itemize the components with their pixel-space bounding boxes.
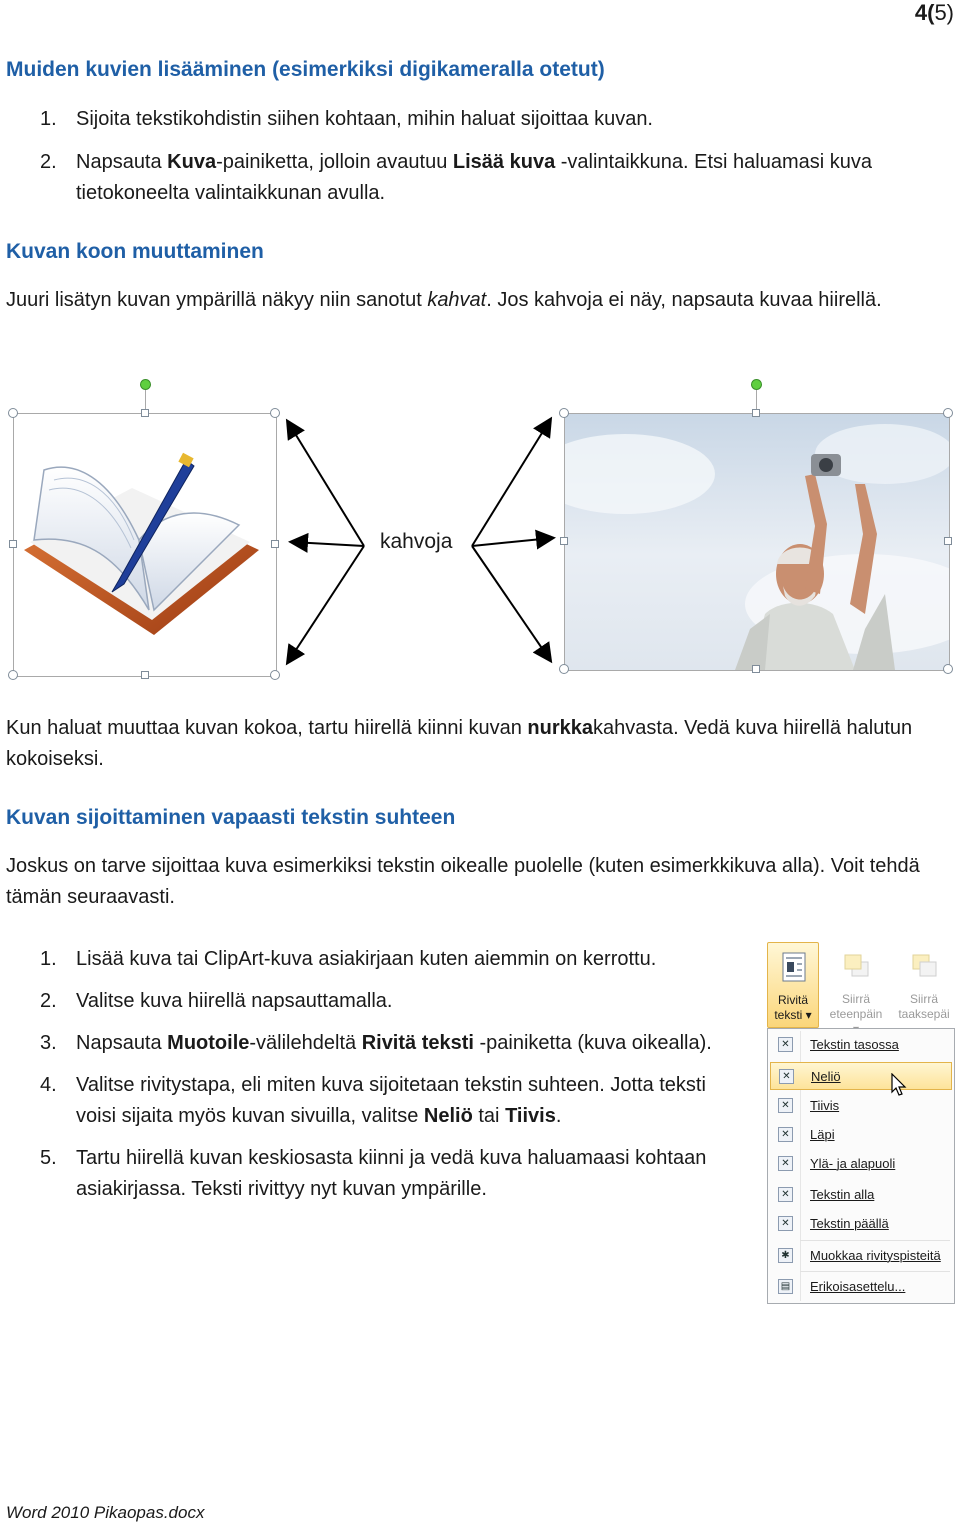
send-backward-button[interactable]: Siirrä taaksepäi xyxy=(893,942,955,1028)
figure-resize-handles xyxy=(0,370,960,690)
menu-item-more-layout-options[interactable]: ▤ Erikoisasettelu... xyxy=(770,1273,952,1301)
pointer-arrows xyxy=(0,370,960,690)
footer-filename: Word 2010 Pikaopas.docx xyxy=(6,1503,205,1522)
section3-intro: Joskus on tarve sijoittaa kuva esimerkiksi tekstin oikealle puolelle (kuten esimerkkikuva alla). Voit tehdä tämän seuraavasti. xyxy=(6,855,920,908)
bring-forward-button[interactable]: Siirrä eteenpäin xyxy=(825,942,887,1028)
bring-forward-icon xyxy=(842,952,872,980)
wrap-square-icon: ✕ xyxy=(779,1069,794,1084)
wrap-through-icon: ✕ xyxy=(778,1127,793,1142)
list-item: 1. Sijoita tekstikohdistin siihen kohtaan, mihin haluat sijoittaa kuvan. xyxy=(40,108,653,130)
section3-heading: Kuvan sijoittaminen vapaasti tekstin suhteen xyxy=(6,806,456,829)
wrap-tight-icon: ✕ xyxy=(778,1098,793,1113)
send-backward-icon xyxy=(910,952,940,980)
wrap-text-menu xyxy=(767,1028,955,1304)
page-number: 4(5) xyxy=(914,0,954,25)
section1-heading: Muiden kuvien lisääminen (esimerkiksi digikameralla otetut) xyxy=(6,58,605,81)
section1-steps xyxy=(0,104,930,209)
layout-options-icon: ▤ xyxy=(778,1279,793,1294)
section2-after: Kun haluat muuttaa kuvan kokoa, tartu hiirellä kiinni kuvan nurkkakahvasta. Vedä kuva hiirellä halutun kokoiseksi. xyxy=(6,717,913,770)
menu-item-tight[interactable]: ✕ Tiivis xyxy=(770,1092,952,1120)
section2-intro: Juuri lisätyn kuvan ympärillä näkyy niin sanotut kahvat. Jos kahvoja ei näy, napsauta kuvaa hiirellä. xyxy=(6,289,882,311)
wrap-top-bottom-icon: ✕ xyxy=(778,1156,793,1171)
figure-label: kahvoja xyxy=(380,530,453,553)
wrap-in-front-icon: ✕ xyxy=(778,1216,793,1231)
menu-item-in-front-of-text[interactable]: ✕ Tekstin päällä xyxy=(770,1210,952,1238)
list-item: 3. Napsauta Muotoile-välilehdeltä Rivitä teksti -painiketta (kuva oikealla). xyxy=(40,1032,712,1054)
list-item: 4. Valitse rivitystapa, eli miten kuva sijoitetaan tekstin suhteen. Jotta teksti voisi sijaita myös kuvan sivuilla, valitse Neliö tai Tiivis. xyxy=(40,1074,706,1127)
menu-separator xyxy=(800,1240,950,1241)
wrap-text-button[interactable]: Rivitä teksti ▾ xyxy=(767,942,819,1028)
menu-item-behind-text[interactable]: ✕ Tekstin alla xyxy=(770,1181,952,1209)
menu-separator xyxy=(800,1271,950,1272)
menu-item-in-line-with-text[interactable]: ✕ Tekstin tasossa xyxy=(770,1031,952,1059)
menu-item-edit-wrap-points[interactable]: ✱ Muokkaa rivityspisteitä xyxy=(770,1242,952,1270)
list-item: 2. Napsauta Kuva-painiketta, jolloin avautuu Lisää kuva -valintaikkuna. Etsi haluamasi kuva tietokoneelta valintaikkunan avulla. xyxy=(40,151,873,204)
list-item: 5. Tartu hiirellä kuvan keskiosasta kiinni ja vedä kuva haluamaasi kohtaan asiakirjassa. Teksti rivittyy nyt kuvan ympärille. xyxy=(40,1147,707,1200)
section2-heading: Kuvan koon muuttaminen xyxy=(6,240,264,263)
wrap-inline-icon: ✕ xyxy=(778,1037,793,1052)
menu-item-top-and-bottom[interactable]: ✕ Ylä- ja alapuoli xyxy=(770,1150,952,1178)
edit-wrap-points-icon: ✱ xyxy=(778,1248,793,1263)
list-item: 2. Valitse kuva hiirellä napsauttamalla. xyxy=(40,990,393,1012)
wrap-behind-icon: ✕ xyxy=(778,1187,793,1202)
menu-item-square[interactable]: ✕ Neliö xyxy=(770,1062,952,1090)
list-item: 1. Lisää kuva tai ClipArt-kuva asiakirjaan kuten aiemmin on kerrottu. xyxy=(40,948,657,970)
wrap-text-icon xyxy=(780,951,808,983)
section3-steps xyxy=(0,944,745,1205)
menu-item-through[interactable]: ✕ Läpi xyxy=(770,1121,952,1149)
wrap-text-ribbon-screenshot xyxy=(765,940,957,1306)
